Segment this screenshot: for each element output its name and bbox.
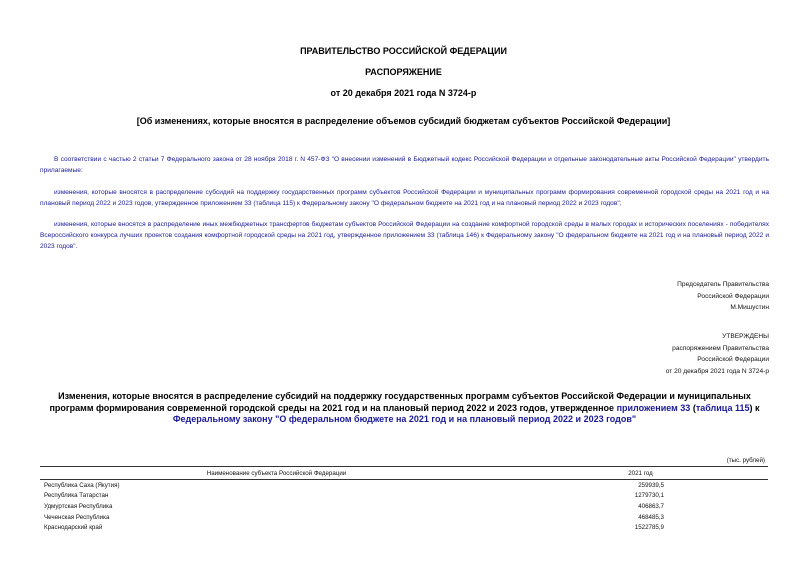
table-row [40, 512, 768, 523]
subsidy-value: 1279730,1 [634, 492, 664, 500]
subsidy-value: 259939,5 [638, 481, 664, 489]
government-name: ПРАВИТЕЛЬСТВО РОССИЙСКОЙ ФЕДЕРАЦИИ [300, 46, 507, 56]
annex-title-sep-1: ( [690, 402, 696, 413]
approval-block [666, 331, 769, 377]
annex-title [40, 391, 769, 426]
paragraph-basis-tail: утвердить прилагаемые: [40, 156, 770, 174]
subsidy-value: 406863,7 [638, 502, 664, 510]
table-header-row [40, 467, 768, 480]
paragraph-changes-1-tail: ; [619, 200, 622, 207]
federal-budget-law-link[interactable]: Федеральному закону "О федеральном бюджете на 2021 год и на плановый период 2022 и 2023 годов" [172, 414, 637, 424]
table-row [40, 501, 768, 512]
annex-title-text: Изменения, которые вносятся в распределение субсидий на поддержку государственных программ субъектов Российской Федерации и муниципальных программ формирования современной городской среды на 2021 год и на плановый период 2022 и 2023 годов, утвержденное [49, 391, 751, 413]
table-115-link[interactable]: таблица 115 [695, 402, 750, 413]
subject-name: Краснодарский край [44, 524, 103, 532]
paragraph-changes-2 [40, 219, 769, 252]
subsidy-value: 1522785,9 [634, 524, 664, 532]
paragraph-basis-text: В соответствии с [54, 156, 109, 163]
paragraph-changes-1 [40, 187, 769, 209]
subject-name: Республика Татарстан [44, 492, 109, 500]
signature-title: Председатель Правительства [677, 281, 769, 288]
annex-33-table-146-link[interactable]: приложением 33 (таблица 146) к Федеральному закону "О федеральном бюджете на 2021 год и на плановый период 2022 и 2023 годов" [40, 232, 770, 250]
subject-name: Удмуртская Республика [44, 502, 113, 510]
annex-33-table-115-link[interactable]: приложением 33 (таблица 115) к Федеральному закону "О федеральном бюджете на 2021 год и на плановый период 2022 и 2023 годов" [200, 200, 620, 207]
signature-name: М.Мишустин [730, 304, 769, 311]
column-header-subject: Наименование субъекта Российской Федерации [40, 467, 513, 480]
subsidy-value: 468485,3 [638, 513, 664, 521]
subsidy-table [40, 466, 768, 533]
paragraph-changes-2-text: изменения, которые вносятся в распределение иных межбюджетных трансфертов бюджетам субъектов Российской Федерации на создание комфортной городской среды в малых городах и исторических поселениях - победителях Всероссийского конкурса лучших проектов создания комфортной городской среды на 2021 год, утвержденное [40, 221, 769, 239]
table-row [40, 522, 768, 533]
subject-name: Республика Саха (Якутия) [44, 481, 120, 489]
subject-name: Чеченская Республика [44, 513, 110, 521]
annex-33-link[interactable]: приложением 33 [616, 402, 691, 413]
document-subject: [Об изменениях, которые вносятся в распределение объемов субсидий бюджетам субъектов Российской Федерации] [136, 116, 671, 126]
approval-label: УТВЕРЖДЕНЫ [722, 333, 769, 340]
annex-title-sep-2: ) к [749, 402, 760, 413]
approval-line-3: Российской Федерации [697, 356, 769, 363]
paragraph-changes-2-tail: . [75, 243, 78, 250]
column-header-year: 2021 год [513, 467, 768, 480]
document-type: РАСПОРЯЖЕНИЕ [365, 67, 442, 77]
signature-block [677, 279, 769, 314]
table-row [40, 491, 768, 502]
document-date-number: от 20 декабря 2021 года N 3724-р [330, 88, 477, 98]
approval-date: от 20 декабря 2021 года N 3724-р [665, 367, 769, 375]
table-row [40, 480, 768, 491]
approval-line-2: распоряжением Правительства [672, 344, 769, 352]
paragraph-basis [40, 154, 769, 176]
paragraph-changes-1-text: изменения, которые вносятся в распределение субсидий на поддержку государственных программ субъектов Российской Федерации и муниципальных программ формирования современной городской среды на 2021 год и на плановый период 2022 и 2023 годов, утвержденное [40, 189, 769, 207]
law-457-link[interactable]: частью 2 статьи 7 Федерального закона от 28 ноября 2018 г. N 457-ФЗ "О внесении изменений в Бюджетный кодекс Российской Федерации и отдельные законодательные акты Российской Федерации" [108, 156, 736, 163]
units-label: (тыс. рублей) [726, 457, 765, 464]
signature-title-2: Российской Федерации [697, 292, 769, 300]
